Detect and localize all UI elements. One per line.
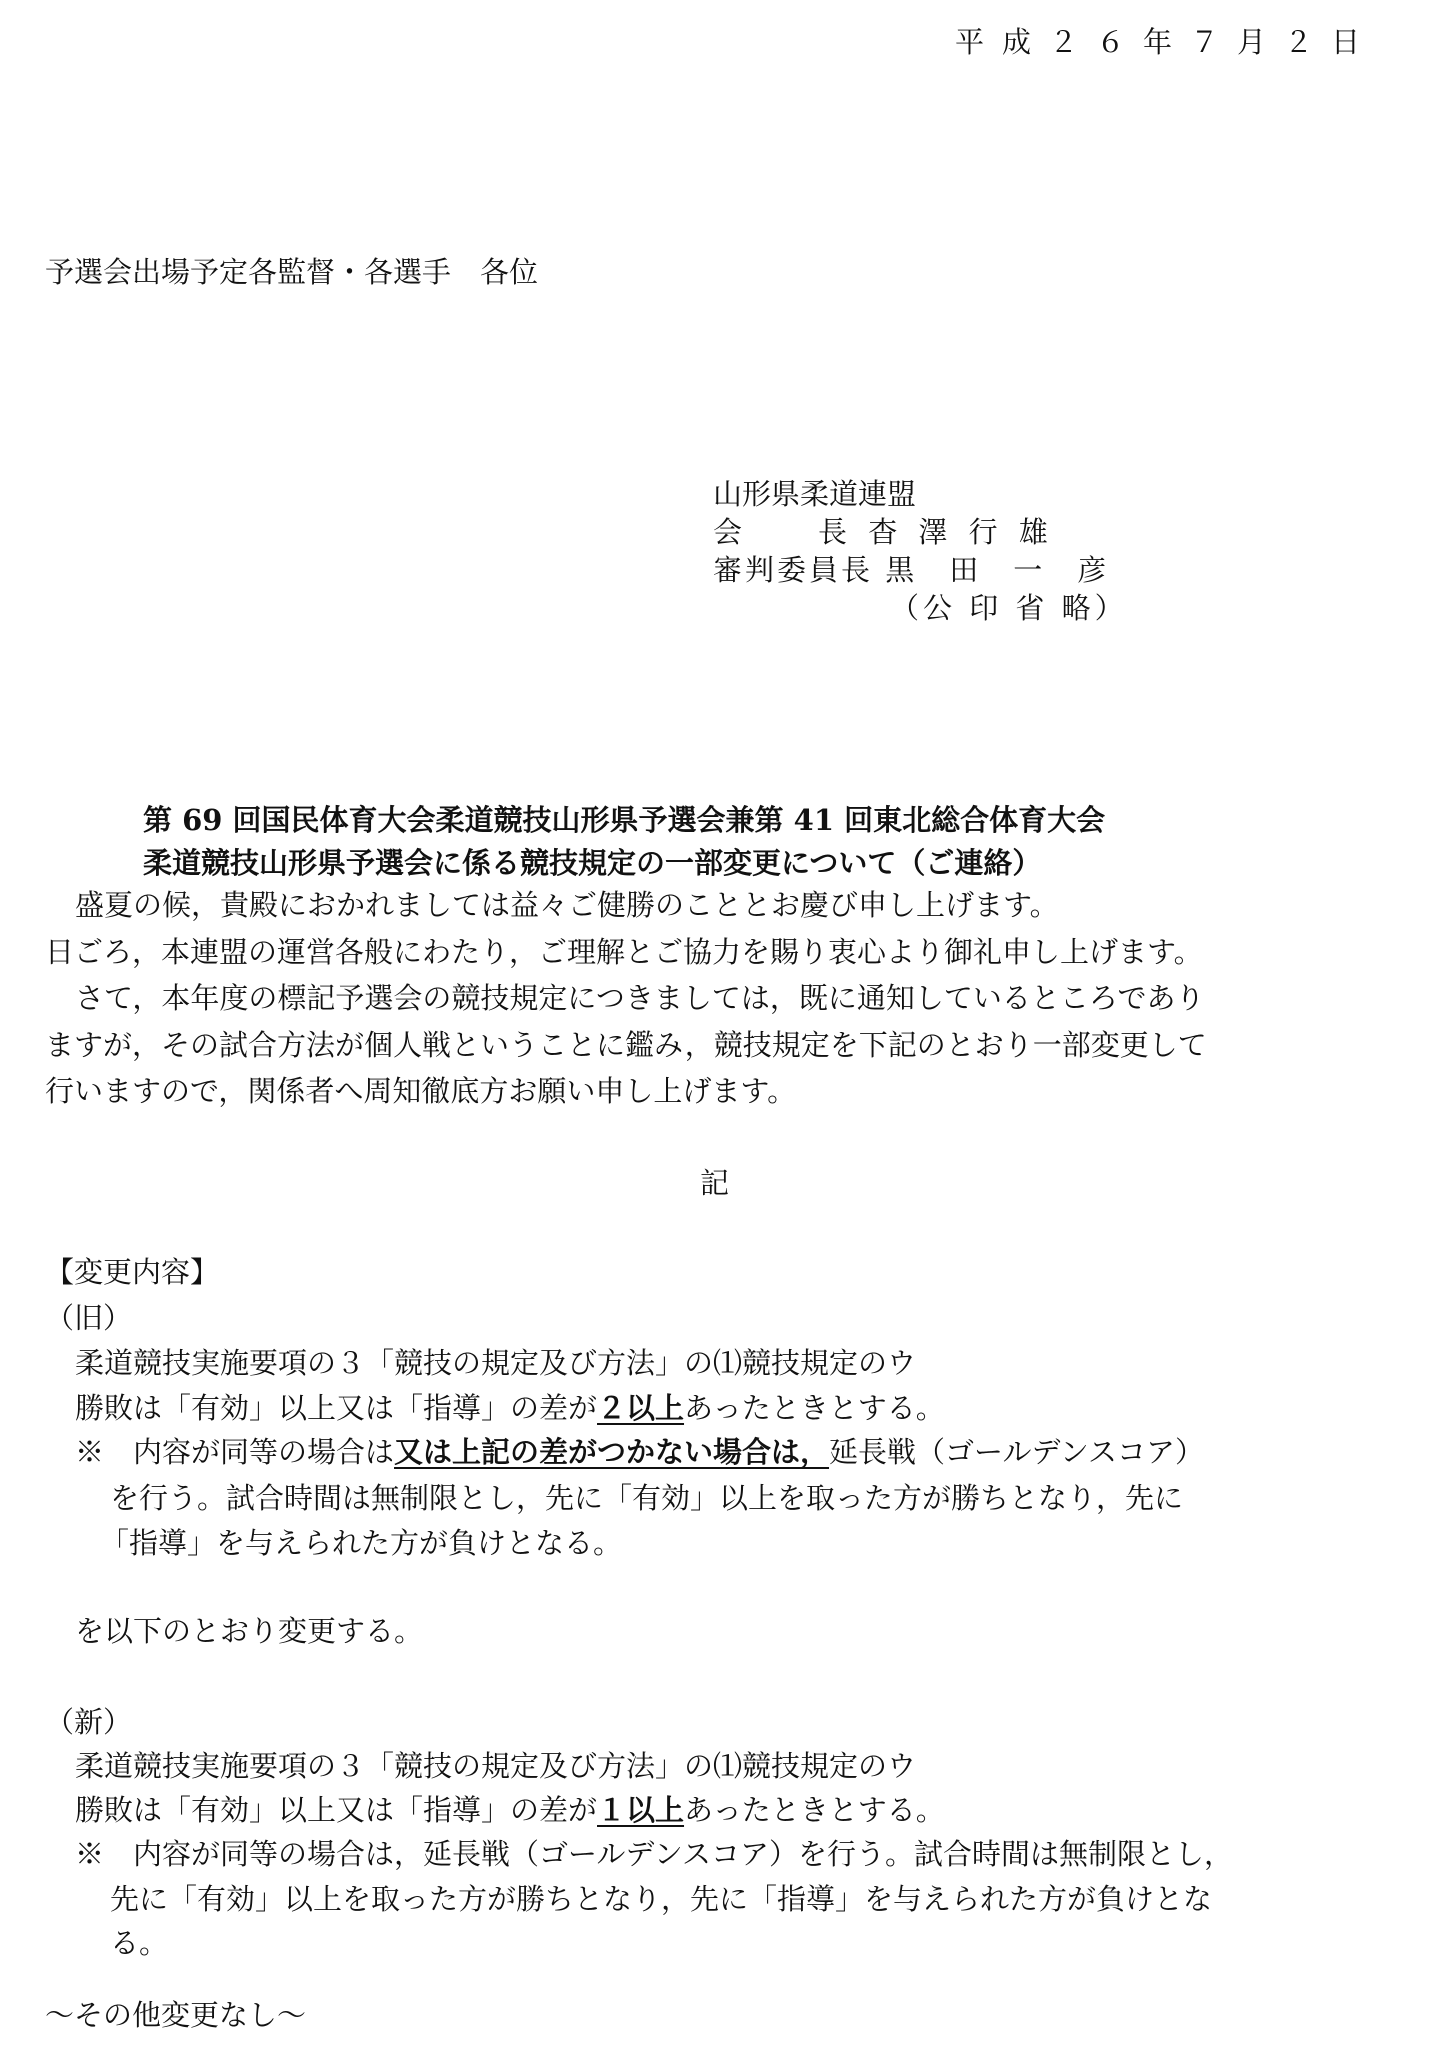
new-label: （新） [45,1705,133,1739]
old-note-suffix: 延長戦（ゴールデンスコア） [829,1435,1205,1469]
old-rule-line-2-text: 勝敗は「有効」以上又は「指導」の差が [75,1391,598,1425]
old-note-emphasis: 又は上記の差がつかない場合は， [394,1435,830,1469]
old-note-line-1 [75,1432,1204,1472]
old-rule-line-2-suffix: あったときとする。 [684,1391,945,1425]
title-line-2: 柔道競技山形県予選会に係る競技規定の一部変更について（ご連絡） [143,846,1042,880]
body-line-4: ますが，その試合方法が個人戦ということに鑑み，競技規定を下記のとおり一部変更して [45,1028,1207,1062]
new-rule-line-2-text: 勝敗は「有効」以上又は「指導」の差が [75,1793,598,1827]
new-note-line-1: ※ 内容が同等の場合は，延長戦（ゴールデンスコア）を行う。試合時間は無制限とし， [75,1837,1233,1871]
new-note-line-3: る。 [110,1926,169,1960]
old-note-line-2: を行う。試合時間は無制限とし，先に「有効」以上を取った方が勝ちとなり，先に [110,1481,1184,1515]
section-heading: 【変更内容】 [45,1255,220,1289]
new-rule-line-2 [75,1790,945,1830]
old-rule-emphasis: ２以上 [597,1391,685,1425]
new-rule-emphasis: １以上 [597,1793,685,1827]
addressee: 予選会出場予定各監督・各選手 各位 [45,255,539,289]
title-line-1: 第 69 回国民体育大会柔道競技山形県予選会兼第 41 回東北総合体育大会 [143,803,1106,837]
transition-text: を以下のとおり変更する。 [75,1614,424,1648]
old-rule-line-2 [75,1388,945,1428]
body-line-3: さて，本年度の標記予選会の競技規定につきましては，既に通知しているところであり [75,981,1205,1015]
new-rule-line-1: 柔道競技実施要項の３「競技の規定及び方法」の⑴競技規定のウ [75,1749,917,1783]
body-line-2: 日ごろ，本連盟の運営各般にわたり，ご理解とご協力を賜り衷心より御礼申し上げます。 [45,935,1203,969]
body-line-1: 盛夏の候，貴殿におかれましては益々ご健勝のこととお慶び申し上げます。 [75,888,1059,922]
new-rule-line-2-suffix: あったときとする。 [684,1793,945,1827]
sender-referee-chair: 審判委員長 黒 田 一 彦 [713,553,1110,587]
sender-org: 山形県柔道連盟 [713,477,917,511]
seal-omitted-note: （公 印 省 略） [890,591,1128,625]
sender-president: 会 長 杳 澤 行 雄 [713,515,1054,549]
footer-note: ～その他変更なし～ [45,1998,307,2032]
old-label: （旧） [45,1301,133,1335]
document-date: 平成２６年７月２日 [955,25,1379,59]
new-note-line-2: 先に「有効」以上を取った方が勝ちとなり，先に「指導」を与えられた方が負けとな [110,1882,1213,1916]
old-note-text: ※ 内容が同等の場合は [75,1435,395,1469]
old-rule-line-1: 柔道競技実施要項の３「競技の規定及び方法」の⑴競技規定のウ [75,1346,917,1380]
old-note-line-3: 「指導」を与えられた方が負けとなる。 [100,1526,623,1560]
ki-heading: 記 [700,1166,730,1200]
body-line-5: 行いますので，関係者へ周知徹底方お願い申し上げます。 [45,1074,797,1108]
